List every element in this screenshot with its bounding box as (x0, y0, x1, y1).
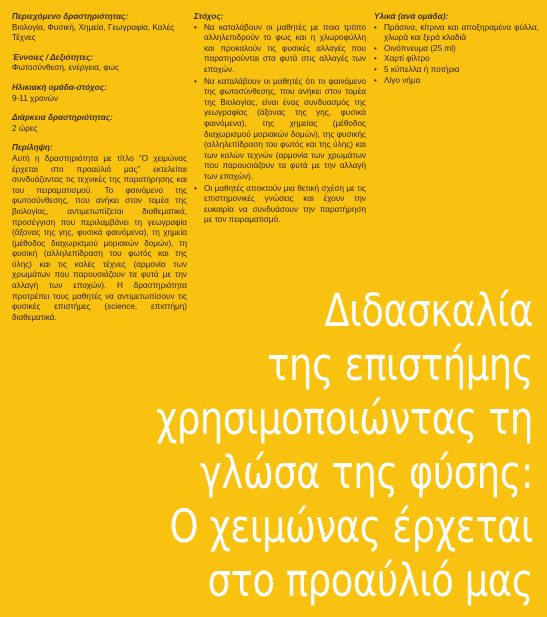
content-value: Βιολογία, Φυσική, Χημεία, Γεωγραφία, Καλές Τέχνες (12, 22, 175, 43)
goal-item: • Οι μαθητές αποκτούν μια θετική σχέση με τις επιστημονικές γνώσεις και έχουν την ευκαιρία να συνδυάσουν την παρατήρηση με τον πειραματισμό. (194, 184, 366, 226)
material-item: • Λίγο νήμα (374, 76, 539, 87)
title-line: Ο χειμώνας έρχεται (169, 500, 533, 553)
concepts-heading: Έννοιες / Δεξιότητες: (12, 52, 94, 62)
duration-value: 2 ώρες (12, 123, 38, 133)
article-title (107, 284, 533, 608)
material-item: • Χαρτί φίλτρο (374, 54, 539, 65)
material-item: • Οινόπνευμα (25 ml) (374, 44, 539, 55)
material-item: • 5 κύπελλα ή ποτήρια (374, 65, 539, 76)
materials-list (374, 23, 539, 87)
summary-text: Αυτή η δραστηριότητα με τίτλο “Ο χειμώνας έρχεται στο προαύλιό μας” εκτελείται συνδυάζοντας τις τεχνικές της παρατήρησης και του πειραματισμού. Το φαινόμενο της φωτοσύνθεσης, που ανήκει στον τομέα της βιολογίας, αντιμετωπίζεται διαθεματικά, προσέγγιση που περιλαμβάνει τη γεωγραφία (άξονας της γης, φυσικά φαινόμενα), τη χημεία (μέθοδος διαχωρισμού μοριακών δομών), τη φυσική (αλληλεπίδραση του φωτός και της ύλης) και τις καλές τέχνες (αρμονία των χρωμάτων που παρουσιάζουν τα φυτά με την αλλαγή των εποχών). Η δραστηριότητα προτρέπει τους μαθητές να αντιμετωπίσουν τις φυσικές επιστήμες (science, επιστήμη) διαθεματικά. (12, 153, 187, 322)
duration-heading: Διάρκεια δραστηριότητας: (12, 113, 113, 123)
content-heading: Περιεχόμενο δραστηριότητας: (12, 12, 129, 21)
title-line: Διδασκαλία (324, 284, 533, 337)
activity-info-column (12, 12, 187, 323)
title-line: της επιστήμης (267, 338, 533, 391)
title-line: στο προαύλιό μας (207, 554, 533, 607)
goals-heading: Στόχος: (194, 12, 224, 21)
goals-column (194, 12, 366, 227)
goals-list (194, 23, 366, 226)
materials-heading: Υλικά (ανά ομάδα): (374, 12, 449, 21)
materials-column (374, 12, 539, 86)
title-line: γλώσα της φύσης: (199, 446, 533, 499)
goal-item: • Να καταλάβουν οι μαθητές με ποιο τρόπο αλληλεπιδρούν το φως και η χλωροφύλλη και προκαλούν τις φυσικές αλλαγές που παρατηρούνται στα φυτά στις αλλαγές των εποχών. (194, 23, 366, 76)
summary-heading: Περίληψη: (12, 143, 53, 153)
material-item: • Πράσινα, κίτρινα και αποξηραμένα φύλλα, χλωρά και ξερά κλαδιά (374, 23, 539, 44)
age-group-heading: Ηλικιακή ομάδα-στόχος: (12, 82, 107, 92)
age-group-value: 9-11 χρονών (12, 93, 59, 103)
concepts-value: Φωτοσύνθεση, ενέργεια, φως (12, 63, 120, 73)
goal-item: • Να καταλάβουν οι μαθητές ότι το φαινόμενο της φωτοσύνθεσης, που ανήκει στον τομέα της Βιολογίας, είναι ένας συνδυασμός της γεωγραφίας (άξονας της γης, φυσικά φαινόμενα), της χημείας (μέθοδος διαχωρισμού μοριακών δομών), της φυσικής (αλληλεπίδραση του φωτός και της ύλης) και των καλών τεχνών (αρμονία των χρωμάτων που παρουσιάζουν τα φυτά με την αλλαγή των εποχών). (194, 77, 366, 183)
title-line: χρησιμοποιώντας τη (156, 392, 533, 445)
